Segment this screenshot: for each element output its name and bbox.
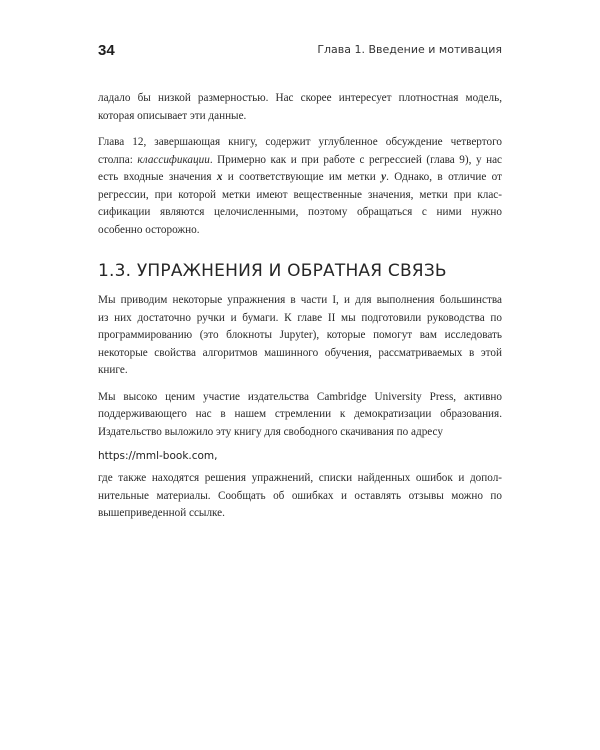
- paragraph-chapter12: [98, 134, 502, 239]
- text-line: вышеприведенной ссылке.: [98, 507, 225, 519]
- text-line: Глава 12, завершающая книгу, содержит углубленное обсуждение четвертого: [98, 136, 502, 148]
- paragraph-continued: [98, 90, 502, 125]
- page-content: [98, 90, 502, 523]
- text-run: столпа:: [98, 153, 138, 166]
- text-line: регрессии, при которой метки имеют вещественные значения, метки при клас-: [98, 188, 502, 201]
- text-line: нительные материалы. Сообщать об ошибках и оставлять отзывы можно по: [98, 489, 502, 502]
- text-line: Мы высоко ценим участие издательства Cambridge University Press, активно: [98, 390, 502, 403]
- text-line: программированию (это блокноты Jupyter), которые помогут вам исследовать: [98, 329, 502, 341]
- paragraph-publisher: [98, 389, 502, 442]
- variable-x: x: [216, 171, 223, 183]
- text-line: книге.: [98, 364, 128, 376]
- section-title: 1.3. УПРАЖНЕНИЯ И ОБРАТНАЯ СВЯЗЬ: [98, 261, 447, 281]
- paragraph-exercises: [98, 292, 502, 380]
- text-line: которая описывает эти данные.: [98, 109, 247, 122]
- text-line: Мы приводим некоторые упражнения в части I, и для выполнения большинства: [98, 294, 502, 306]
- text-line: особенно осторожно.: [98, 223, 200, 236]
- text-line: из них достаточно ручки и бумаги. К главе II мы подготовили руководства по: [98, 311, 502, 324]
- text-line: [98, 152, 502, 170]
- variable-y: y: [381, 171, 387, 183]
- page-number: 34: [98, 42, 115, 59]
- paragraph-feedback: [98, 470, 502, 523]
- text-run: есть входные значения: [98, 171, 217, 183]
- text-line: сификации являются целочисленными, поэтому обращаться с ними нужно: [98, 206, 502, 218]
- text-run: . Примерно как и при работе с регрессией (глава 9), у нас: [209, 153, 502, 166]
- text-line: где также находятся решения упражнений, списки найденных ошибок и допол-: [98, 472, 502, 484]
- page-header: [98, 42, 502, 64]
- text-line: [98, 169, 502, 187]
- term-classification: классификации: [137, 153, 210, 166]
- text-run: . Однако, в отличие от: [386, 171, 502, 183]
- text-line: поддерживающего нас в нашем стремлении к демократизации образования.: [98, 408, 502, 420]
- running-head: Глава 1. Введение и мотивация: [317, 43, 502, 56]
- text-line: ладало бы низкой размерностью. Нас скорее интересует плотностная модель,: [98, 92, 502, 104]
- text-line: Издательство выложило эту книгу для свободного скачивания по адресу: [98, 425, 443, 438]
- text-line: некоторые свойства алгоритмов машинного обучения, рассматриваемых в этой: [98, 346, 502, 359]
- book-url: https://mml-book.com,: [98, 450, 218, 462]
- text-run: и соответствующие им метки: [222, 171, 382, 183]
